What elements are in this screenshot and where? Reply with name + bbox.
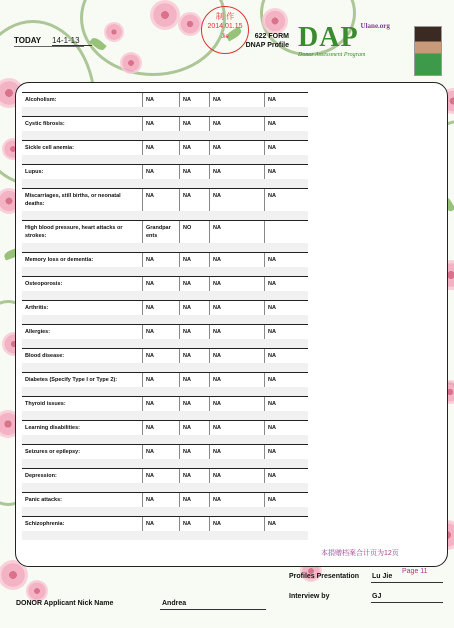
condition-cell: Arthritis: (22, 301, 142, 315)
today-value: 14-1-13 (52, 36, 92, 46)
answer-cell: NA (142, 349, 179, 363)
table-row (22, 188, 308, 211)
answer-cell: NA (209, 165, 264, 179)
row-spacer (22, 155, 308, 164)
table-row (22, 92, 308, 107)
answer-cell: NA (179, 397, 209, 411)
row-spacer (22, 339, 308, 348)
date-underline (14, 46, 84, 47)
answer-cell: NA (142, 397, 179, 411)
page-count-note: 本捐赠档案合计页为12页 (321, 550, 399, 557)
answer-cell: NA (264, 373, 308, 387)
answer-cell: Grandpar ents (142, 221, 179, 243)
answer-cell: NO (179, 221, 209, 243)
row-spacer (22, 267, 308, 276)
answer-cell: NA (142, 93, 179, 107)
answer-cell: NA (179, 253, 209, 267)
dap-logo: DAP $^{Ulane.org}$ (298, 22, 390, 53)
row-spacer (22, 459, 308, 468)
row-spacer (22, 179, 308, 188)
answer-cell: NA (264, 189, 308, 211)
condition-cell: Miscarriages, still births, or neonatal deaths: (22, 189, 142, 211)
condition-cell: Schizophrenia: (22, 517, 142, 531)
answer-cell: NA (264, 253, 308, 267)
answer-cell: NA (264, 141, 308, 155)
answer-cell: NA (264, 349, 308, 363)
row-spacer (22, 483, 308, 492)
answer-cell: NA (142, 325, 179, 339)
answer-cell: NA (264, 325, 308, 339)
page-number: Page 11 (402, 568, 428, 575)
answer-cell: NA (142, 421, 179, 435)
profiles-underline (371, 582, 443, 583)
answer-cell: NA (179, 141, 209, 155)
row-spacer (22, 435, 308, 444)
answer-cell: NA (209, 277, 264, 291)
answer-cell: NA (264, 397, 308, 411)
table-row (22, 324, 308, 339)
profiles-presentation-label: Profiles Presentation (289, 573, 360, 580)
row-spacer (22, 387, 308, 396)
table-row (22, 140, 308, 155)
answer-cell: NA (209, 93, 264, 107)
table-row (22, 276, 308, 291)
answer-cell: NA (142, 373, 179, 387)
answer-cell: NA (264, 277, 308, 291)
answer-cell: NA (179, 117, 209, 131)
condition-cell: High blood pressure, heart attacks or strokes: (22, 221, 142, 243)
answer-cell: NA (179, 325, 209, 339)
today-label: TODAY (14, 36, 42, 45)
answer-cell: NA (209, 517, 264, 531)
answer-cell: NA (209, 445, 264, 459)
interview-value: GJ (372, 593, 382, 600)
answer-cell: NA (179, 421, 209, 435)
table-row (22, 116, 308, 131)
row-spacer (22, 363, 308, 372)
answer-cell: NA (179, 277, 209, 291)
table-row (22, 420, 308, 435)
table-row (22, 252, 308, 267)
row-spacer (22, 411, 308, 420)
condition-cell: Thyroid issues: (22, 397, 142, 411)
answer-cell: NA (142, 445, 179, 459)
answer-cell: NA (209, 141, 264, 155)
answer-cell: NA (264, 93, 308, 107)
interview-label: Interview by (289, 593, 330, 600)
medical-history-table (22, 92, 308, 540)
row-spacer (22, 131, 308, 140)
dap-logo-subtitle: Donor Assessment Program (298, 52, 366, 58)
answer-cell: NA (264, 421, 308, 435)
answer-cell: NA (142, 189, 179, 211)
page-header (0, 0, 454, 82)
answer-cell: NA (142, 165, 179, 179)
answer-cell: NA (179, 93, 209, 107)
answer-cell: NA (142, 141, 179, 155)
table-row (22, 300, 308, 315)
condition-cell: Diabetes (Specify Type I or Type 2): (22, 373, 142, 387)
answer-cell: NA (142, 493, 179, 507)
donor-photo (414, 26, 442, 76)
row-spacer (22, 531, 308, 540)
table-row (22, 516, 308, 531)
answer-cell: NA (142, 469, 179, 483)
answer-cell: NA (264, 469, 308, 483)
condition-cell: Panic attacks: (22, 493, 142, 507)
condition-cell: Memory loss or dementia: (22, 253, 142, 267)
answer-cell: NA (209, 325, 264, 339)
table-row (22, 348, 308, 363)
answer-cell: NA (209, 397, 264, 411)
table-row (22, 468, 308, 483)
condition-cell: Alcoholism: (22, 93, 142, 107)
condition-cell: Osteoporosis: (22, 277, 142, 291)
table-row (22, 164, 308, 179)
answer-cell: NA (209, 469, 264, 483)
profiles-presentation-value: Lu Jie (372, 573, 393, 580)
answer-cell: NA (179, 373, 209, 387)
answer-cell: NA (179, 301, 209, 315)
donor-nickname-value: Andrea (162, 600, 187, 607)
row-spacer (22, 507, 308, 516)
answer-cell: NA (209, 349, 264, 363)
donor-underline (160, 609, 266, 610)
condition-cell: Cystic fibrosis: (22, 117, 142, 131)
row-spacer (22, 291, 308, 300)
row-spacer (22, 211, 308, 220)
condition-cell: Lupus: (22, 165, 142, 179)
condition-cell: Allergies: (22, 325, 142, 339)
answer-cell: NA (142, 253, 179, 267)
answer-cell: NA (209, 421, 264, 435)
answer-cell: NA (142, 301, 179, 315)
form-title: 622 FORM DNAP Profile (245, 33, 289, 49)
answer-cell: NA (142, 517, 179, 531)
answer-cell: NA (179, 517, 209, 531)
answer-cell: NA (179, 165, 209, 179)
answer-cell: NA (142, 117, 179, 131)
row-spacer (22, 315, 308, 324)
answer-cell: NA (179, 469, 209, 483)
table-row (22, 396, 308, 411)
answer-cell: NA (209, 301, 264, 315)
approval-stamp: 制 作 2014.01.15 Jie (201, 6, 249, 54)
table-row (22, 444, 308, 459)
answer-cell: NA (209, 189, 264, 211)
table-row (22, 492, 308, 507)
answer-cell (264, 221, 308, 243)
answer-cell: NA (179, 493, 209, 507)
answer-cell: NA (179, 349, 209, 363)
condition-cell: Blood disease: (22, 349, 142, 363)
table-row (22, 372, 308, 387)
answer-cell: NA (264, 117, 308, 131)
answer-cell: NA (264, 445, 308, 459)
row-spacer (22, 243, 308, 252)
answer-cell: NA (179, 445, 209, 459)
answer-cell: NA (209, 253, 264, 267)
answer-cell: NA (142, 277, 179, 291)
answer-cell: NA (209, 373, 264, 387)
answer-cell: NA (264, 517, 308, 531)
answer-cell: NA (209, 117, 264, 131)
condition-cell: Depression: (22, 469, 142, 483)
interview-underline (371, 602, 443, 603)
condition-cell: Learning disabilities: (22, 421, 142, 435)
condition-cell: Sickle cell anemia: (22, 141, 142, 155)
answer-cell: NA (264, 165, 308, 179)
answer-cell: NA (179, 189, 209, 211)
row-spacer (22, 107, 308, 116)
answer-cell: NA (264, 493, 308, 507)
answer-cell: NA (209, 493, 264, 507)
donor-nickname-label: DONOR Applicant Nick Name (16, 600, 114, 607)
answer-cell: NA (264, 301, 308, 315)
table-row (22, 220, 308, 243)
answer-cell: NA (209, 221, 264, 243)
condition-cell: Seizures or epilepsy: (22, 445, 142, 459)
